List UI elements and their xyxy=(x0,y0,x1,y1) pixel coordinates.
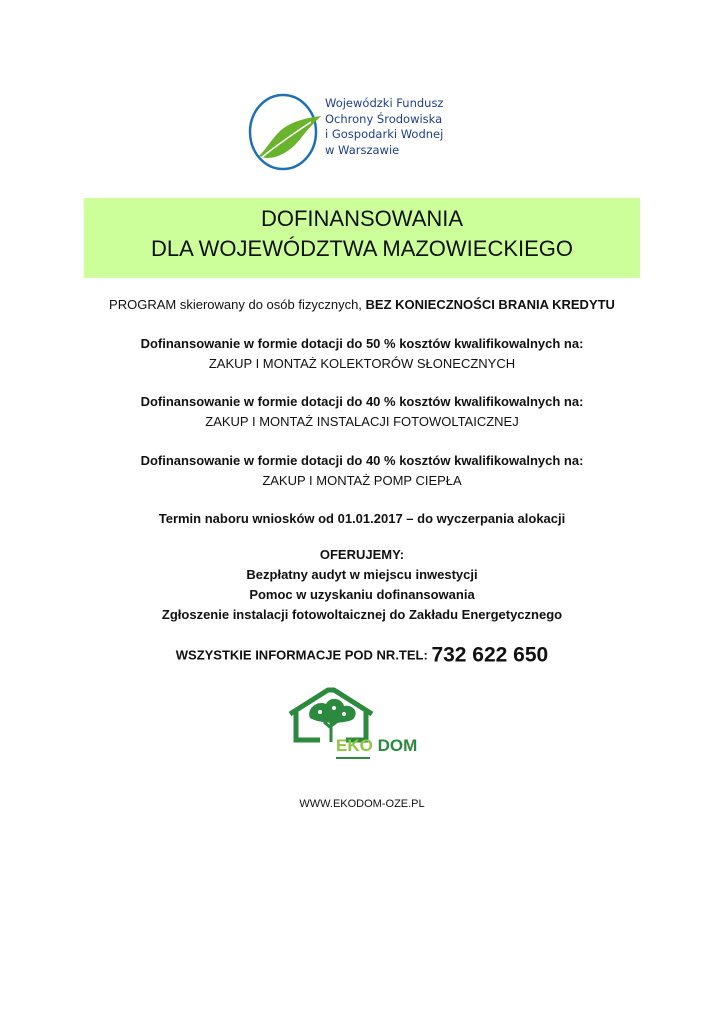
deadline-line xyxy=(0,509,724,529)
contact-label: WSZYSTKIE INFORMACJE POD NR.TEL: xyxy=(175,647,428,663)
services-heading: OFERUJEMY: xyxy=(319,547,405,562)
offer-heading: Dofinansowanie w formie dotacji do 50 % kosztów kwalifikowalnych na: xyxy=(140,336,584,351)
ekodom-wordmark xyxy=(336,736,417,756)
services-item: Bezpłatny audyt w miejscu inwestycji xyxy=(246,567,478,582)
title-banner xyxy=(84,198,640,278)
ekodom-wordmark-dom: DOM xyxy=(377,736,418,755)
services-block xyxy=(0,545,724,625)
offer-item: ZAKUP I MONTAŻ POMP CIEPŁA xyxy=(262,473,462,488)
program-emphasis: BEZ KONIECZNOŚCI BRANIA KREDYTU xyxy=(365,297,615,312)
services-item: Zgłoszenie instalacji fotowoltaicznej do Zakładu Energetycznego xyxy=(161,607,563,622)
ekodom-logo xyxy=(284,684,444,764)
program-text: PROGRAM skierowany do osób fizycznych, xyxy=(109,297,366,312)
offer-item: ZAKUP I MONTAŻ KOLEKTORÓW SŁONECZNYCH xyxy=(208,356,516,371)
services-item: Pomoc w uzyskaniu dofinansowania xyxy=(249,587,475,602)
offer-block xyxy=(0,334,724,374)
banner-title-line2: DLA WOJEWÓDZTWA MAZOWIECKIEGO xyxy=(150,236,574,261)
org-name xyxy=(325,96,485,158)
org-logo xyxy=(245,92,475,176)
banner-title-line1: DOFINANSOWANIA xyxy=(260,206,464,231)
website-line xyxy=(0,794,724,814)
org-name-line: Ochrony Środowiska xyxy=(325,111,443,126)
deadline-text: Termin naboru wniosków od 01.01.2017 – do wyczerpania alokacji xyxy=(158,511,566,526)
offer-block xyxy=(0,392,724,432)
offer-heading: Dofinansowanie w formie dotacji do 40 % kosztów kwalifikowalnych na: xyxy=(140,453,584,468)
contact-line xyxy=(0,645,724,666)
offer-item: ZAKUP I MONTAŻ INSTALACJI FOTOWOLTAICZNEJ xyxy=(205,414,519,429)
website-link[interactable]: WWW.EKODOM-OZE.PL xyxy=(299,798,425,810)
leaf-icon xyxy=(245,92,325,176)
org-name-line: Wojewódzki Fundusz xyxy=(325,96,444,110)
ekodom-wordmark-eko: EKO xyxy=(336,736,373,755)
org-name-line: i Gospodarki Wodnej xyxy=(325,127,444,141)
org-name-line: w Warszawie xyxy=(325,142,400,157)
offer-heading: Dofinansowanie w formie dotacji do 40 % kosztów kwalifikowalnych na: xyxy=(140,394,584,409)
offer-block xyxy=(0,451,724,491)
program-line xyxy=(0,295,724,315)
phone-number[interactable]: 732 622 650 xyxy=(431,643,549,667)
